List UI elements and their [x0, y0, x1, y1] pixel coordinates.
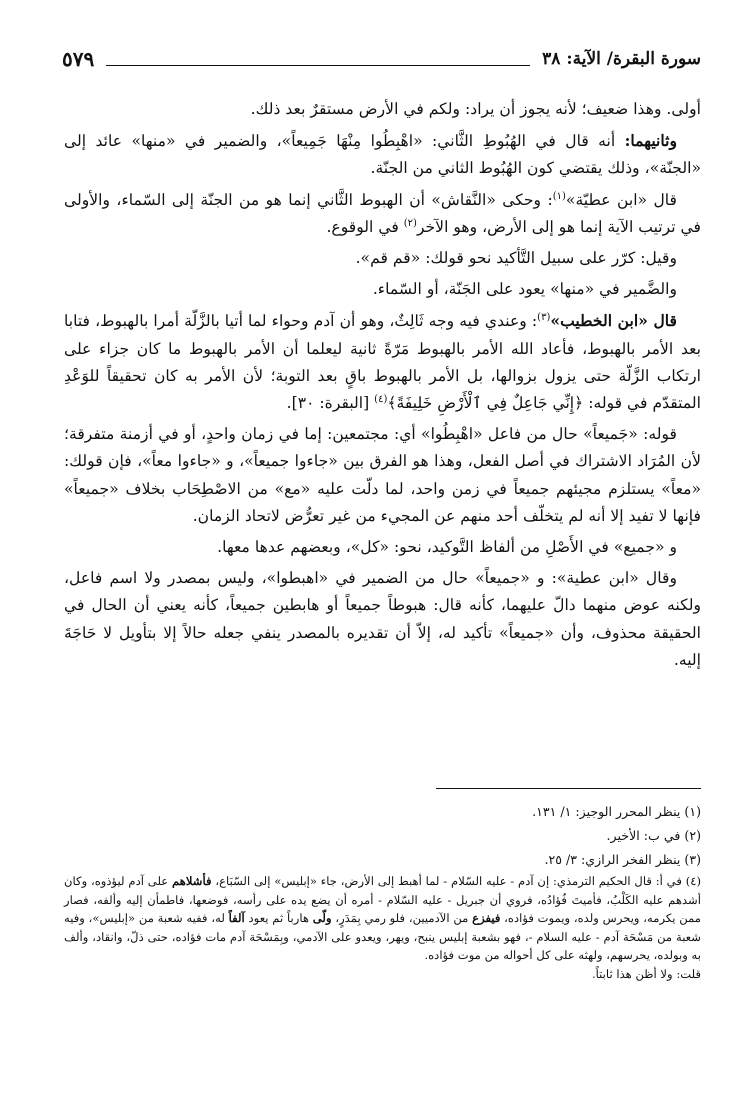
- second-opinion-heading: وثانيهما:: [624, 131, 677, 151]
- paragraph: قال «ابن عطيّة»$^{(١)}$: وحكى «النَّقاش» أن الهبوط الثَّاني إنما هو من الجنّة إلى السّماء، والأولى في ترتيب الآية إنما هو إلى الأرض، وهو الآخر$^{(٢)}$ في الوقوع.: [64, 190, 701, 236]
- paragraph: وثانيهما: أنه قال في الهُبُوطِ الثَّاني: «اهْبِطُوا مِنْهَا جَمِيعاً»، والضمير في «منها» عائد إلى «الجنّة»، وذلك يقتضي كون الهُبُوط الثاني من الجنّة.: [64, 131, 701, 178]
- footnote-ref: (٣): [537, 312, 551, 324]
- surah-verse-title: سورة البقرة/ الآية: ٣٨: [542, 49, 701, 69]
- main-text: [64, 96, 701, 678]
- paragraph: وقال «ابن عطية»: و «جميعاً» حال من الضمير في «اهبطوا»، وليس بمصدر ولا اسم فاعل، ولكنه عوض منهما دالّ عليهما، كأنه قال: هبوطاً جميعاً أو هابطين جميعاً، كأنه يعني أن الحال في الحقيقة محذوف، وأن «جميعاً» تأكيد له، إلاّ أن تقديره بالمصدر ينفي جعله حالاً إلا بتأويل لا حَاجَةَ إليه.: [64, 569, 701, 669]
- footnote-4-remark: قلت: ولا أظن هذا ثابتاً.: [591, 966, 701, 981]
- paragraph: قال «ابن الخطيب»$^{(٣)}$: وعندي فيه وجه ثَالِثٌ، وهو أن آدم وحواء لما أتيا بالزَّلّة أمرا بالهبوط، فتابا بعد الأمر بالهبوط، فأعاد الله الأمر بالهبوط مَرّةً ثانية ليعلما أن الأمر بالهبوط ما كان جزاء على ارتكاب الزَّلّة حتى يزول بزوالها، بل الأمر بالهبوط باقٍ بعد التوبة؛ لأن الأمر به كان تحقيقاً للوَعْدِ المتقدّم في قوله: ﴿إِنِّي جَاعِلٌ فِي ٱلْأَرْضِ خَلِيفَةً﴾$^{(٤)}$ [البقرة: ٣٠].: [64, 311, 701, 413]
- footnote-ref: (١): [552, 190, 566, 202]
- footnote-ref: (٤): [374, 393, 388, 405]
- paragraph: والضَّمير في «منها» يعود على الجَنّة، أو السّماء.: [372, 280, 677, 299]
- footnote-ref: (٢): [403, 217, 417, 229]
- footnote-2: (٢) في ب: الأخير.: [606, 828, 701, 843]
- header-rule: [106, 65, 530, 66]
- footnote-1: (١) ينظر المحرر الوجيز: ١/ ١٣١.: [532, 804, 701, 819]
- page-header: [62, 44, 701, 74]
- footnote-separator: [436, 788, 701, 789]
- paragraph: و «جميع» في الأَصْلِ من ألفاظ التَّوكيد، نحو: «كل»، وبعضهم عدها معها.: [217, 538, 677, 557]
- ibn-al-khatib-heading: قال «ابن الخطيب»: [550, 311, 677, 331]
- footnote-3: (٣) ينظر الفخر الرازي: ٣/ ٢٥.: [544, 852, 701, 867]
- footnote-4: (٤) في أ: قال الحكيم الترمذي: إن آدم - عليه السّلام - لما أهبط إلى الأرض، جاء «إبليس» إلى السّبَاع، فأشلاهم على آدم ليؤذوه، وكان أشدهم عليه الكَلْبُ، فأميتَ فُؤادُه، فروي أن جبريل - عليه السّلام - أمره أن يضع يده على رأسه، فوضعها، فاطمأن إليه وألفه، فصار ممن يكرمه، ويحرس ولده، ويموت فؤاده، فيفزع من الآدميين، فلو رمي بِمَدَرٍ، ولّى هارباً ثم يعود آلفاً له، ففيه شعبة من «إبليس»، وفيه شعبة من مَسْحَة آدم - عليه السلام -، فهو بشعبة إبليس ينبح، ويهر، ويعدو على الآدمي، وبِمَسْحَة آدم مات فؤاده، حتى ذلّ، وانقاد، وألف به وبولده، يحرسهم، ولهثه على كل أحواله من موت فؤاده.: [64, 874, 701, 963]
- paragraph: وقيل: كرّر على سبيل التَّأكيد نحو قولك: «قم قم».: [355, 249, 677, 268]
- footnotes: [64, 800, 701, 984]
- page-number: ٥٧٩: [62, 47, 95, 71]
- paragraph: قوله: «جَميعاً» حال من فاعل «اهْبِطُوا» أي: مجتمعين: إما في زمان واحدٍ، أو في أزمنة متفرقة؛ لأن المُرَاد الاشتراك في أصل الفعل، وهذا هو الفرق بين «جاءوا جميعاً»، و «جاءوا معاً»، فإن قولك: «معاً» يستلزم مجيئهم جميعاً في زمن واحد، لما دلّت عليه «مع» من الاصْطِحَاب بخلاف «جميعاً» فإنها لا تفيد إلا أنه لم يتخلّف أحد منهم عن المجيء من غير تعرُّض لاتحاد الزمان.: [64, 425, 701, 525]
- paragraph: أولى. وهذا ضعيف؛ لأنه يجوز أن يراد: ولكم في الأرض مستقرٌ بعد ذلك.: [250, 100, 701, 118]
